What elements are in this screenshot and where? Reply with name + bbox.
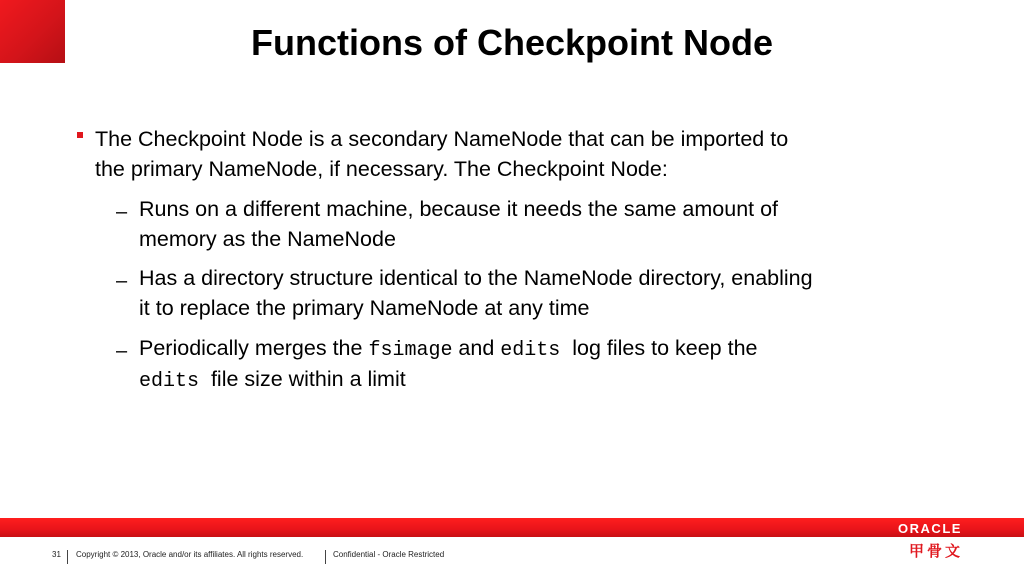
dash-marker-2: – bbox=[116, 270, 128, 292]
bullet-line-2: the primary NameNode, if necessary. The Checkpoint Node: bbox=[95, 157, 668, 181]
oracle-logo: ORACLE bbox=[898, 521, 962, 536]
oracle-chinese-logo: 甲骨文 bbox=[908, 542, 963, 560]
footer-divider bbox=[67, 550, 68, 564]
page-number: 31 bbox=[52, 550, 61, 559]
dash-marker-1: – bbox=[116, 201, 128, 223]
bullet-line-1: The Checkpoint Node is a secondary NameNode that can be imported to bbox=[95, 127, 789, 151]
sub-item-1-line-2: memory as the NameNode bbox=[139, 227, 396, 251]
text-segment: and bbox=[452, 336, 501, 360]
text-segment: log files to keep the bbox=[560, 336, 758, 360]
sub-item-1-line-1: Runs on a different machine, because it needs the same amount of bbox=[139, 197, 779, 221]
square-bullet-icon bbox=[77, 132, 83, 138]
slide-title: Functions of Checkpoint Node bbox=[251, 22, 773, 63]
text-segment: Periodically merges the bbox=[139, 336, 369, 360]
confidential-text: Confidential - Oracle Restricted bbox=[333, 550, 445, 559]
copyright-text: Copyright © 2013, Oracle and/or its affiliates. All rights reserved. bbox=[76, 550, 304, 559]
code-edits: edits bbox=[139, 370, 200, 393]
footer-red-bar bbox=[0, 518, 1024, 537]
sub-item-3-line-1 bbox=[139, 333, 758, 366]
code-edits: edits bbox=[500, 339, 561, 362]
sub-item-2-line-1: Has a directory structure identical to the NameNode directory, enabling bbox=[139, 266, 813, 290]
code-fsimage: fsimage bbox=[368, 339, 453, 362]
dash-marker-3: – bbox=[116, 340, 128, 362]
sub-item-3-line-2 bbox=[139, 364, 406, 397]
text-segment: file size within a limit bbox=[199, 367, 406, 391]
sub-item-2-line-2: it to replace the primary NameNode at any time bbox=[139, 296, 590, 320]
footer-divider bbox=[325, 550, 326, 564]
